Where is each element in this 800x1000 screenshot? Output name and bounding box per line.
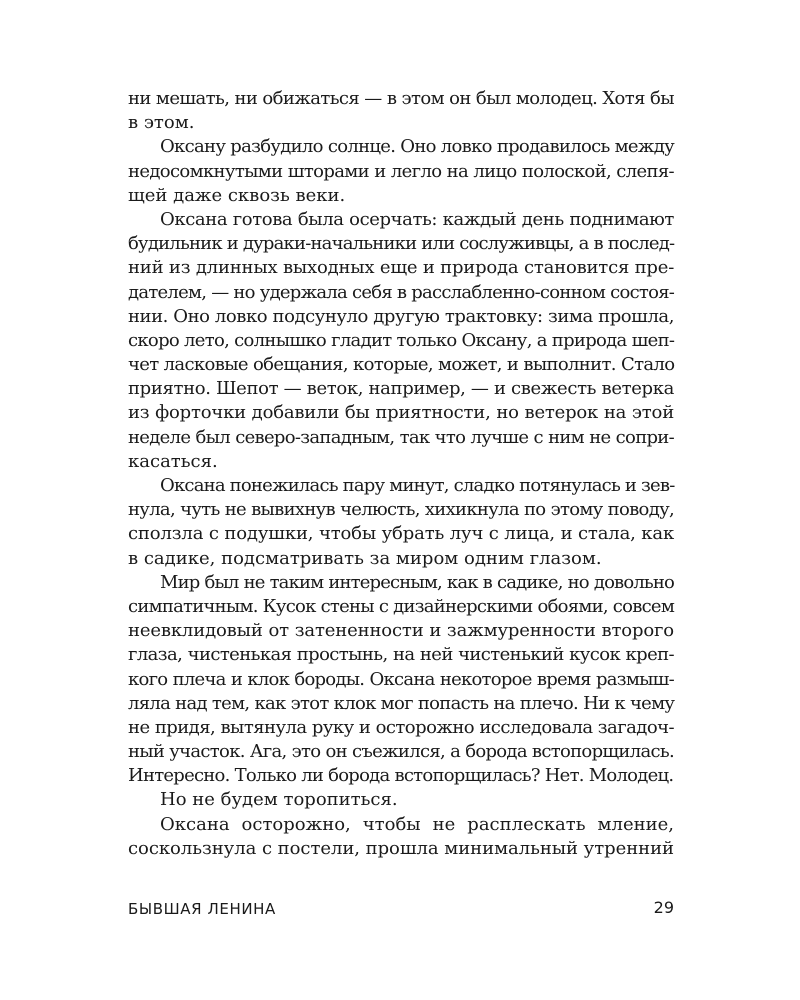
paragraph: [128, 87, 674, 135]
text-line: Оксана понежилась пару минут, сладко потянулась и зев-: [160, 475, 675, 496]
paragraph: [128, 571, 674, 789]
text-line: Интересно. Только ли борода встопорщилась? Нет. Молодец.: [128, 765, 674, 787]
text-line: в садике, подсматривать за миром одним глазом.: [128, 547, 602, 569]
text-line: соскользнула с постели, прошла минимальный утренний: [128, 837, 674, 859]
text-line: неевклидовый от затененности и зажмуренности второго: [128, 620, 674, 642]
text-line: из форточки добавили бы приятности, но ветерок на этой: [128, 402, 674, 424]
text-line: нула, чуть не вывихнув челюсть, хихикнула по этому поводу,: [128, 499, 674, 521]
text-line: симпатичным. Кусок стены с дизайнерскими обоями, совсем: [128, 595, 675, 617]
text-line: Оксану разбудило солнце. Оно ловко продавилось между: [160, 136, 674, 158]
body-text: [128, 87, 674, 861]
text-line: ни мешать, ни обижаться — в этом он был молодец. Хотя бы: [128, 88, 674, 109]
paragraph: [128, 474, 674, 571]
text-line: в этом.: [128, 112, 195, 134]
paragraph: [128, 813, 674, 861]
text-line: чет ласковые обещания, которые, может, и выполнит. Стало: [128, 354, 675, 376]
text-line: Оксана готова была осерчать: каждый день поднимают: [160, 208, 674, 230]
text-line: неделе был северо-западным, так что лучше с ним не сопри-: [128, 426, 674, 448]
text-line: Но не будем торопиться.: [160, 789, 398, 811]
text-line: глаза, чистенькая простынь, на ней чистенький кусок креп-: [128, 644, 674, 666]
page-number: 29: [653, 898, 674, 917]
text-line: скоро лето, солнышко гладит только Оксану, а природа шеп-: [128, 329, 675, 351]
running-footer-title: БЫВШАЯ ЛЕНИНА: [128, 900, 276, 918]
text-line: будильник и дураки-начальники или сослуживцы, а в послед-: [128, 233, 675, 255]
paragraph: [128, 788, 674, 812]
text-line: ный участок. Ага, это он съежился, а борода встопорщилась.: [128, 741, 674, 763]
text-line: ний из длинных выходных еще и природа становится пре-: [128, 257, 675, 279]
text-line: ляла над тем, как этот клок мог попасть на плечо. Ни к чему: [128, 692, 675, 714]
text-line: приятно. Шепот — веток, например, — и свежесть ветерка: [128, 378, 674, 400]
text-line: сползла с подушки, чтобы убрать луч с лица, и стала, как: [128, 523, 675, 545]
text-line: касаться.: [128, 450, 218, 472]
text-line: недосомкнутыми шторами и легло на лицо полоской, слепя-: [128, 160, 674, 182]
paragraph: [128, 135, 674, 208]
text-line: нии. Оно ловко подсунуло другую трактовку: зима прошла,: [128, 305, 674, 327]
text-line: дателем, — но удержала себя в расслабленно-сонном состоя-: [128, 281, 675, 303]
text-line: щей даже сквозь веки.: [128, 184, 346, 206]
text-line: не придя, вытянула руку и осторожно исследовала загадоч-: [128, 716, 674, 738]
paragraph: [128, 208, 674, 474]
text-line: кого плеча и клок бороды. Оксана некоторое время размыш-: [128, 668, 674, 690]
text-line: Оксана осторожно, чтобы не расплескать мление,: [160, 813, 674, 835]
text-line: Мир был не таким интересным, как в садике, но довольно: [160, 571, 674, 593]
